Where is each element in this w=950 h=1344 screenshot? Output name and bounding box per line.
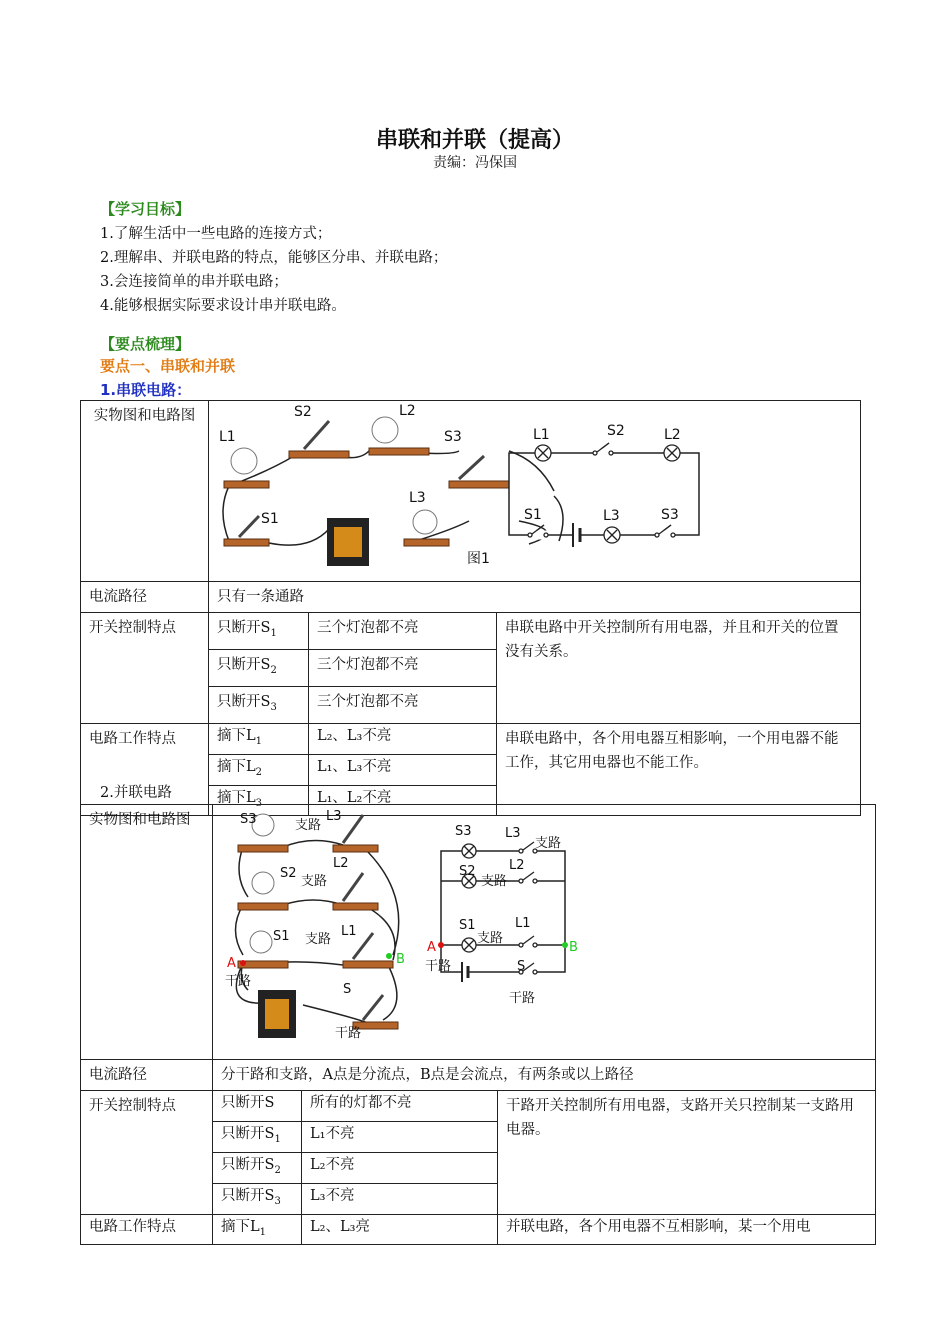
svg-text:支路: 支路: [295, 818, 322, 833]
svg-text:L2: L2: [399, 403, 416, 419]
svg-text:支路: 支路: [481, 874, 508, 889]
svg-text:A: A: [427, 940, 436, 955]
series-path-value: 只有一条通路: [209, 582, 861, 613]
svg-text:B: B: [396, 952, 405, 967]
parallel-switch-action: 只断开$S_1$: [213, 1121, 302, 1152]
series-diagram: [209, 401, 861, 582]
svg-text:S1: S1: [459, 918, 476, 933]
svg-text:S: S: [517, 959, 526, 974]
goal-item: 1.了解生活中一些电路的连接方式；: [100, 226, 332, 242]
series-circuit-figure: [209, 401, 859, 573]
svg-text:干路: 干路: [425, 959, 452, 974]
series-work-action: 摘下$L_3$: [209, 785, 309, 816]
parallel-switch-label: 开关控制特点: [81, 1091, 213, 1215]
svg-text:L1: L1: [533, 427, 550, 443]
svg-text:A: A: [227, 956, 236, 971]
svg-text:S3: S3: [444, 429, 462, 445]
series-fig-caption: 图1: [467, 551, 490, 567]
svg-text:L3: L3: [409, 490, 426, 506]
series-switch-note: 串联电路中开关控制所有用电器，并且和开关的位置没有关系。: [496, 613, 860, 724]
series-path-label: 电流路径: [81, 582, 209, 613]
editor-line: 责编：冯保国: [433, 155, 517, 171]
parallel-path-value: 分干路和支路，A点是分流点，B点是会流点，有两条或以上路径: [213, 1060, 876, 1091]
svg-text:干路: 干路: [509, 991, 536, 1006]
parallel-switch-action: 只断开S: [213, 1091, 302, 1122]
series-table: [80, 400, 861, 816]
series-switch-action: 只断开$S_3$: [209, 686, 309, 723]
parallel-work-note: 并联电路，各个用电器不互相影响，某一个用电: [497, 1214, 875, 1245]
point-one-heading: 要点一、串联和并联: [100, 357, 236, 375]
goal-item: 2.理解串、并联电路的特点，能够区分串、并联电路；: [100, 250, 448, 266]
svg-text:支路: 支路: [535, 836, 562, 851]
series-switch-label: 开关控制特点: [81, 613, 209, 724]
svg-text:S2: S2: [607, 423, 625, 439]
svg-text:L2: L2: [333, 856, 349, 871]
svg-text:L3: L3: [326, 809, 342, 824]
goal-item: 3.会连接简单的串并联电路；: [100, 274, 288, 290]
svg-text:干路: 干路: [335, 1026, 362, 1041]
series-switch-result: 三个灯泡都不亮: [308, 613, 496, 650]
series-work-action: 摘下$L_1$: [209, 723, 309, 754]
points-heading: 【要点梳理】: [100, 335, 191, 353]
parallel-heading: 2.并联电路: [100, 785, 172, 801]
parallel-switch-result: 所有的灯都不亮: [302, 1091, 498, 1122]
parallel-switch-result: L₁不亮: [302, 1121, 498, 1152]
parallel-path-label: 电流路径: [81, 1060, 213, 1091]
series-work-result: L₁、L₂不亮: [308, 785, 496, 816]
parallel-switch-action: 只断开$S_3$: [213, 1183, 302, 1214]
series-switch-action: 只断开$S_2$: [209, 650, 309, 687]
svg-text:支路: 支路: [477, 931, 504, 946]
series-switch-action: 只断开$S_1$: [209, 613, 309, 650]
svg-text:S2: S2: [294, 404, 312, 420]
series-switch-result: 三个灯泡都不亮: [308, 686, 496, 723]
svg-text:L1: L1: [515, 916, 531, 931]
svg-text:S2: S2: [280, 866, 297, 881]
series-work-action: 摘下$L_2$: [209, 754, 309, 785]
parallel-switch-result: L₂不亮: [302, 1152, 498, 1183]
parallel-work-result: L₂、L₃亮: [302, 1214, 498, 1245]
svg-text:支路: 支路: [301, 874, 328, 889]
parallel-diagram-label: 实物图和电路图: [81, 805, 213, 1060]
svg-text:S3: S3: [661, 507, 679, 523]
svg-text:S1: S1: [524, 507, 542, 523]
series-work-result: L₁、L₃不亮: [308, 754, 496, 785]
svg-text:干路: 干路: [225, 974, 252, 989]
svg-text:S: S: [343, 982, 352, 997]
svg-text:B: B: [569, 940, 578, 955]
svg-text:S1: S1: [273, 929, 290, 944]
series-heading: 1.串联电路：: [100, 381, 192, 399]
svg-text:S3: S3: [455, 824, 472, 839]
svg-text:S3: S3: [240, 812, 257, 827]
svg-text:S1: S1: [261, 511, 279, 527]
parallel-work-action: 摘下$L_1$: [213, 1214, 302, 1245]
parallel-diagram: [213, 805, 876, 1060]
parallel-work-label: 电路工作特点: [81, 1214, 213, 1245]
goals-heading: 【学习目标】: [100, 200, 191, 218]
svg-text:L2: L2: [664, 427, 681, 443]
page-title: 串联和并联（提高）: [375, 128, 574, 153]
parallel-table: [80, 804, 876, 1245]
parallel-circuit-figure: [213, 805, 873, 1051]
series-work-note: 串联电路中，各个用电器互相影响，一个用电器不能工作，其它用电器也不能工作。: [496, 723, 860, 816]
svg-text:L3: L3: [505, 826, 521, 841]
svg-text:L2: L2: [509, 858, 525, 873]
parallel-switch-action: 只断开$S_2$: [213, 1152, 302, 1183]
goal-item: 4.能够根据实际要求设计串并联电路。: [100, 298, 346, 314]
series-work-label: 电路工作特点: [81, 723, 209, 816]
parallel-switch-note: 干路开关控制所有用电器，支路开关只控制某一支路用电器。: [497, 1091, 875, 1215]
series-work-result: L₂、L₃不亮: [308, 723, 496, 754]
series-switch-result: 三个灯泡都不亮: [308, 650, 496, 687]
svg-text:L3: L3: [603, 508, 620, 524]
svg-text:L1: L1: [341, 924, 357, 939]
svg-text:支路: 支路: [305, 932, 332, 947]
series-diagram-label: 实物图和电路图: [81, 401, 209, 582]
svg-text:S2: S2: [459, 864, 476, 879]
parallel-switch-result: L₃不亮: [302, 1183, 498, 1214]
svg-text:L1: L1: [219, 429, 236, 445]
